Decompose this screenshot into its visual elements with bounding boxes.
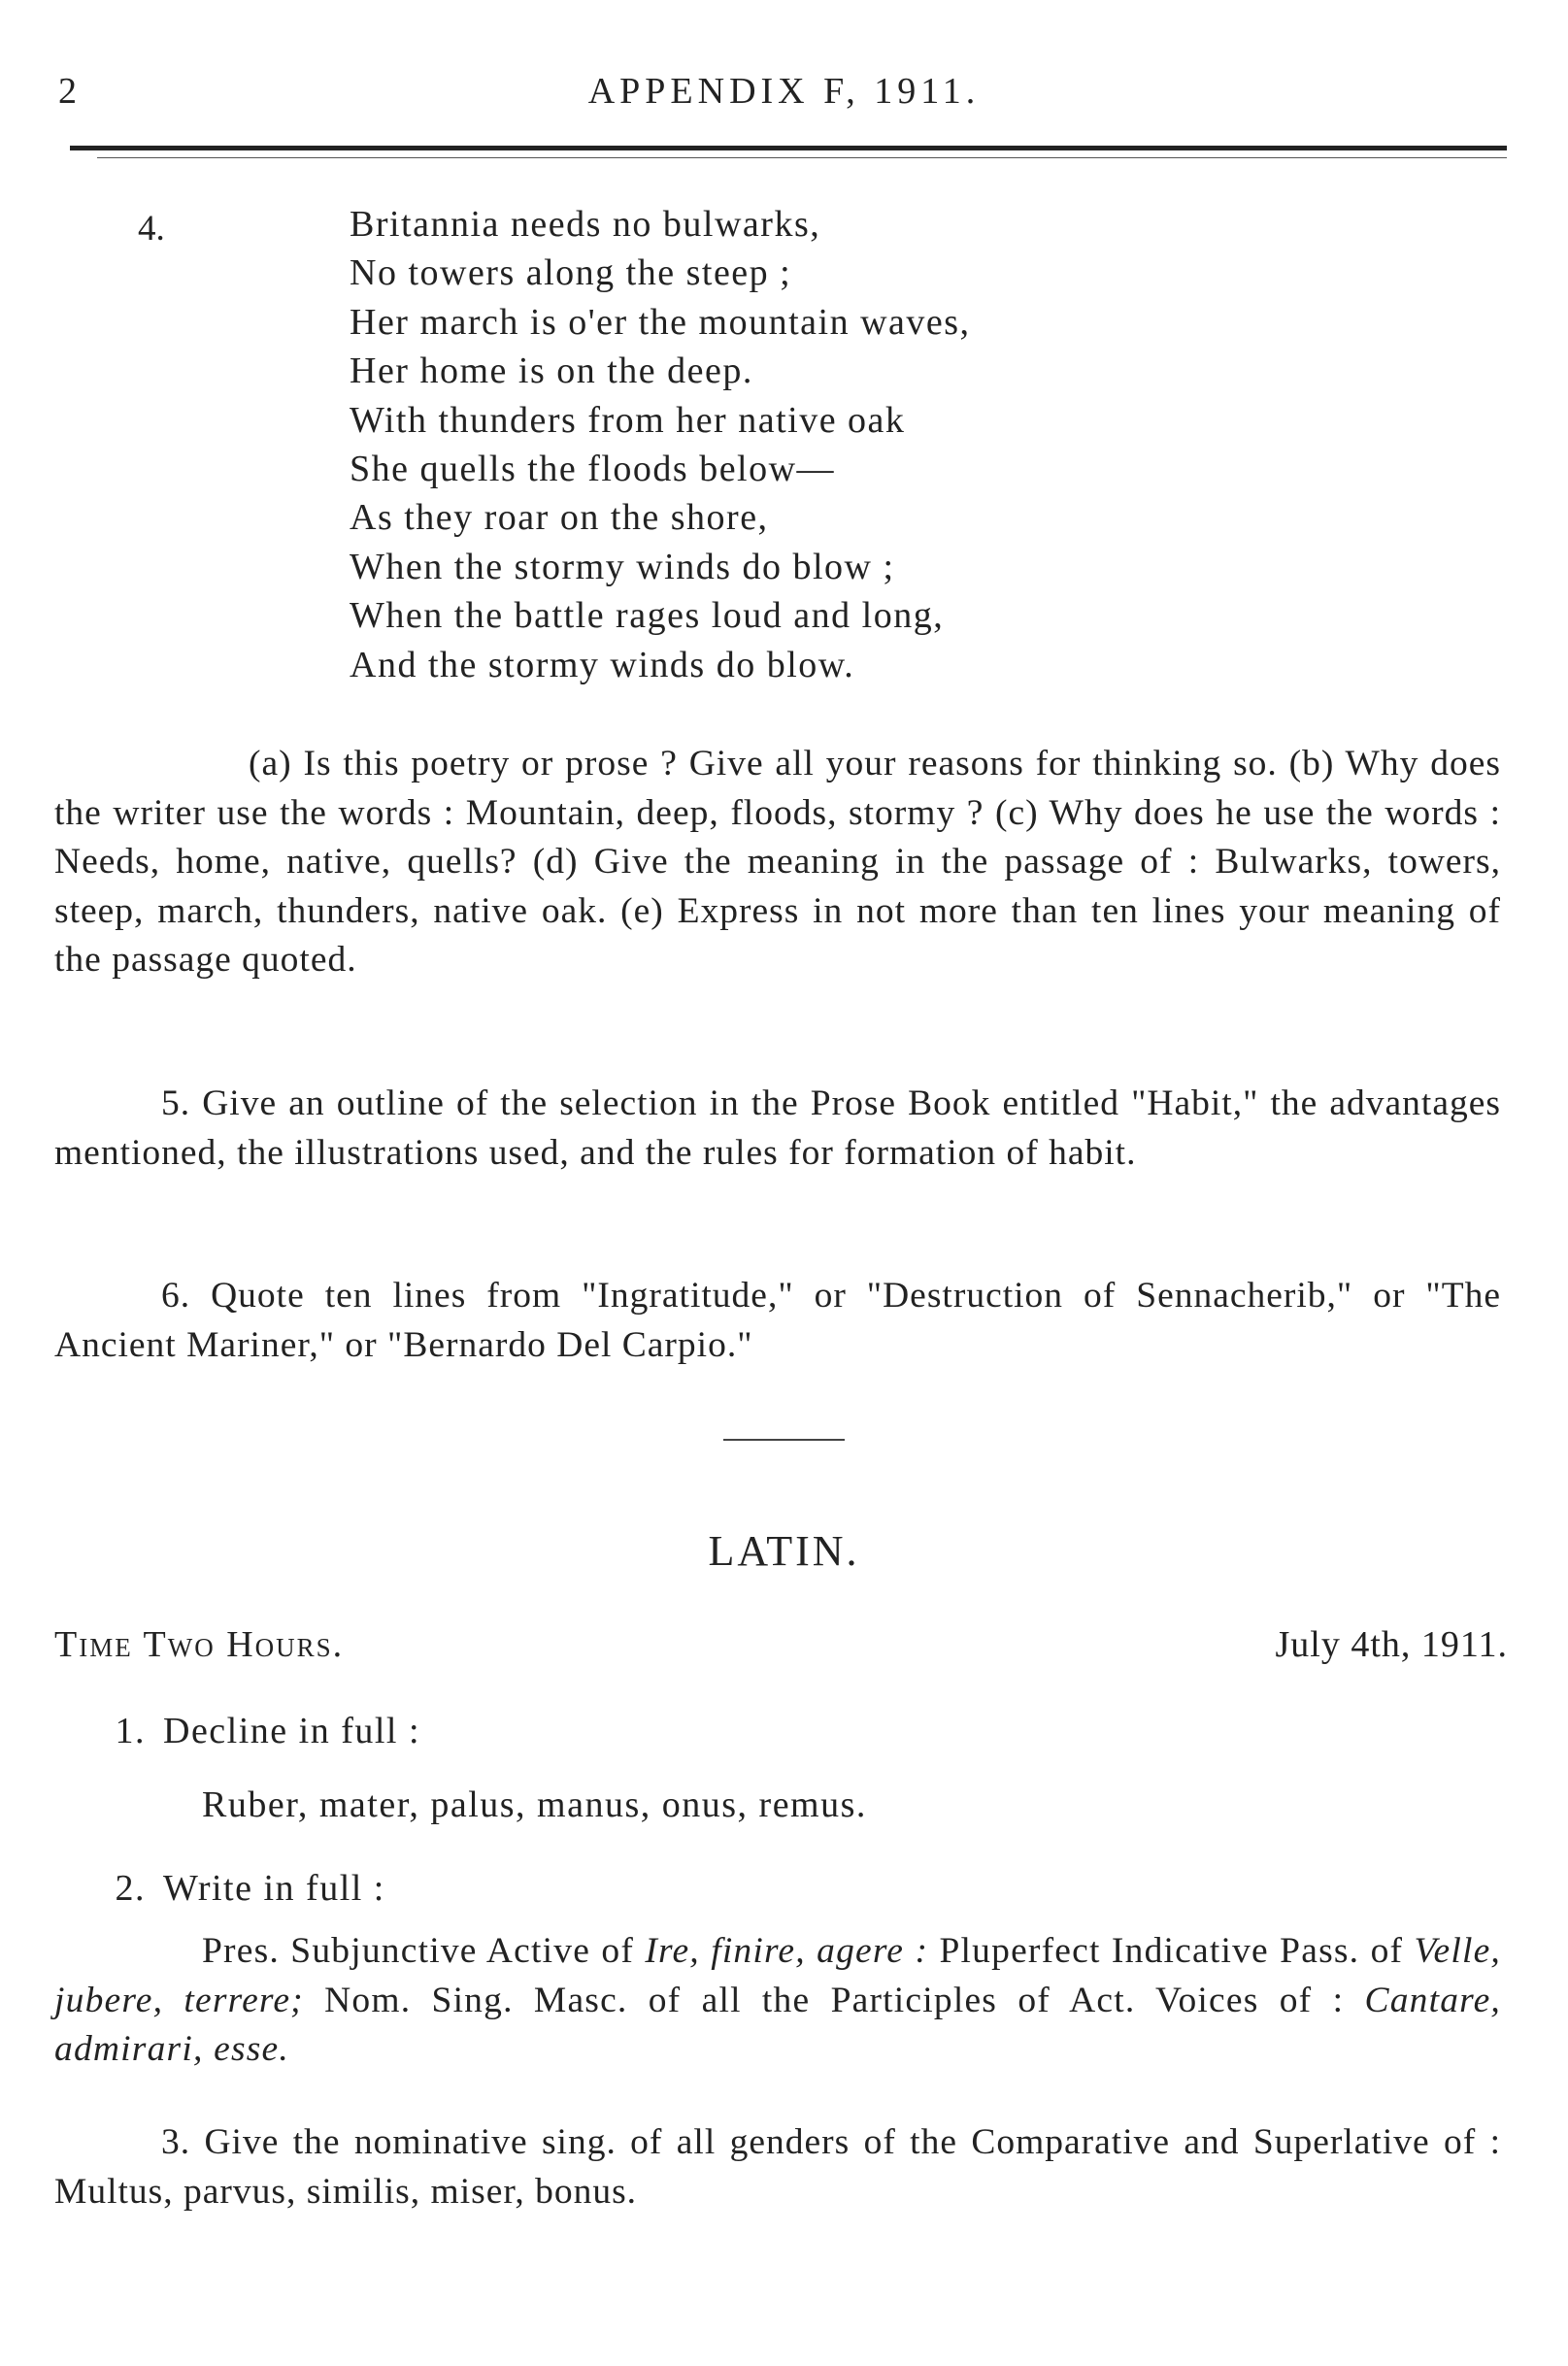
page-number: 2 xyxy=(58,71,79,112)
poem xyxy=(350,200,971,689)
header-rule-thin xyxy=(97,157,1507,158)
latin-question-3-text: 3. Give the nominative sing. of all genders of the Comparative and Superlative of : Multus, parvus, similis, miser, bonus. xyxy=(54,2122,1501,2212)
question5-text: 5. Give an outline of the selection in the Prose Book entitled "Habit," the advantages mentioned, the illustrations used, and the rules for formation of habit. xyxy=(54,1083,1501,1173)
question4-prompts-text: (a) Is this poetry or prose ? Give all your reasons for thinking so. (b) Why does the writer use the words : Mountain, deep, floods, stormy ? (c) Why does he use the words : Needs, home, native, quells? (d) Give the meaning in the passage of : Bulwarks, towers, steep, march, thunders, native oak. (e) Express in not more than ten lines your meaning of the passage quoted. xyxy=(54,744,1501,980)
latin-question-2-body xyxy=(54,1927,1501,2075)
poem-line: Her home is on the deep. xyxy=(350,350,753,392)
latin-question-1 xyxy=(87,1707,420,1756)
q2-italic-3: Cantare, admirari, esse. xyxy=(54,1980,1501,2069)
q2-italic-1: Ire, finire, agere : xyxy=(645,1931,929,1971)
exam-time: Time Two Hours. xyxy=(54,1624,345,1665)
poem-line: Her march is o'er the mountain waves, xyxy=(350,301,971,343)
question6 xyxy=(54,1272,1501,1370)
latin-question-2 xyxy=(87,1864,385,1914)
q2-text-2: Pluperfect Indicative Pass. of xyxy=(928,1931,1415,1971)
question5 xyxy=(54,1080,1501,1178)
exam-date: July 4th, 1911. xyxy=(1275,1624,1508,1665)
poem-line: No towers along the steep ; xyxy=(350,252,792,294)
running-head: APPENDIX F, 1911. xyxy=(587,71,981,112)
latin-question-1-words: Ruber, mater, palus, manus, onus, remus. xyxy=(202,1784,867,1825)
question-number: 2. xyxy=(115,1868,146,1909)
q2-text-1: Pres. Subjunctive Active of xyxy=(202,1931,646,1971)
latin-question-3 xyxy=(54,2118,1501,2216)
section-title: LATIN. xyxy=(708,1527,860,1575)
poem-line: When the battle rages loud and long, xyxy=(350,595,945,637)
q2-text-3: Nom. Sing. Masc. of all the Participles of Act. Voices of : xyxy=(303,1980,1365,2020)
poem-line: And the stormy winds do blow. xyxy=(350,644,855,685)
question-prompt: Decline in full : xyxy=(163,1711,421,1751)
question-prompt: Write in full : xyxy=(163,1868,385,1909)
question-number: 1. xyxy=(115,1711,146,1751)
section-divider xyxy=(723,1439,845,1441)
poem-line: She quells the floods below— xyxy=(350,448,836,489)
header-rule xyxy=(70,146,1507,150)
poem-line: As they roar on the shore, xyxy=(350,497,769,539)
question4-prompts xyxy=(54,740,1501,985)
poem-line: With thunders from her native oak xyxy=(350,399,906,441)
question-number: 4. xyxy=(138,209,165,249)
poem-line: When the stormy winds do blow ; xyxy=(350,546,895,587)
q2-italic-2: Velle, jubere, terrere; xyxy=(54,1931,1501,2020)
question6-text: 6. Quote ten lines from "Ingratitude," or "Destruction of Sennacherib," or "The Ancient Mariner," or "Bernardo Del Carpio." xyxy=(54,1276,1501,1365)
poem-line: Britannia needs no bulwarks, xyxy=(350,204,821,245)
